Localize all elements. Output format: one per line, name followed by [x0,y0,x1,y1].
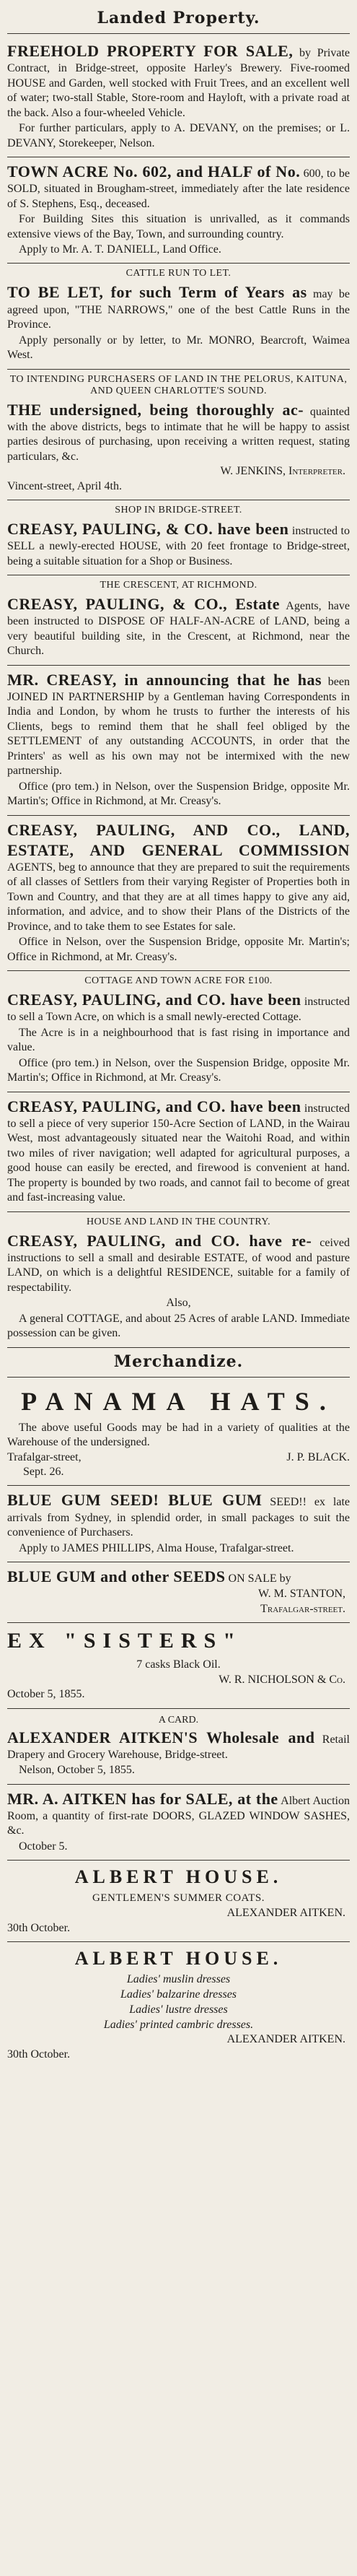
ad-heading: MR. CREASY, in announcing that he has [7,670,322,689]
ad-text: CREASY, PAULING, and CO. have been instructed to sell a piece of very superior 150-Acre Section of LAND, in the Wairau West, most advantageously situated near the Waitohi Road, and within two miles of river navigation; well adapted for agricultural purposes, a good house can easily be erected, and firewood is convenient at hand. The property is bounded by two roads, and cannot fail to become of great and fast-increasing value. [7,1097,351,1204]
ad-text: GENTLEMEN'S SUMMER COATS. [92,1892,265,1905]
ad-text: The above useful Goods may be had in a variety of qualities at the Warehouse of the undersigned. [7,1421,350,1449]
ad-heading: CREASY, PAULING, AND CO., LAND, ESTATE, AND GENERAL COMMISSION [7,820,350,859]
ad-text: Office (pro tem.) in Nelson, over the Suspension Bridge, opposite Mr. Martin's; Office in Richmond, at Mr. Creasy's. [7,1056,350,1084]
ad-text: BLUE GUM SEED! BLUE GUM SEED!! ex late arrivals from Sydney, in splendid order, in small packages to suit the convenience of Purchasers. [7,1491,351,1539]
ad-heading: PANAMA HATS. [21,1386,336,1416]
ad-title: THE CRESCENT, AT RICHMOND. [100,580,257,591]
ad-town-acre [7,157,350,264]
ad-house-land-country [7,1212,350,1348]
ad-text: Apply to Mr. A. T. DANIELL, Land Office. [19,243,221,256]
ad-text: TOWN ACRE No. 602, and HALF of No. 600, to be SOLD, situated in Brougham-street, immediately after the late residence of S. Stephens, Esq., deceased. [7,162,351,210]
ad-signature: W. M. STANTON, [258,1588,345,1601]
ad-heading: CREASY, PAULING, and CO. have been [7,991,301,1009]
ad-text: ALEXANDER AITKEN'S Wholesale and Retail Drapery and Grocery Warehouse, Bridge-street. [7,1728,350,1761]
ad-text: CREASY, PAULING, AND CO., LAND, ESTATE, AND GENERAL COMMISSION AGENTS, beg to announce that they are prepared to suit the requirements of all classes of Settlers from their varying Register of Properties both in Town and Country, and that they are at all times happy to give any aid, information, and advice, and to show their Plans of the Districts of the Province, and to take them to see Estates for sale. [7,820,350,933]
ad-text: CREASY, PAULING, & CO., Estate Agents, have been instructed to DISPOSE OF HALF-AN-ACRE of LAND, being a very beautiful building site, in the Crescent, at Richmond, near the Church. [7,595,350,658]
ad-text: MR. CREASY, in announcing that he has been JOINED IN PARTNERSHIP by a Gentleman having Correspondents in India and London, by whom he trusts to further the interests of his Clients, begs to remind them that he shall feel obliged by the SETTLEMENT of any outstanding ACCOUNTS, in order that the Printers' as well as his own may not be intermixed with the new partnership. [7,670,350,778]
ad-text: TO BE LET, for such Term of Years as may be agreed upon, "THE NARROWS," one of the best Cattle Runs in the Province. [7,283,350,331]
ad-albert-house-coats [7,1861,350,1942]
list-item: Ladies' muslin dresses [126,1973,231,1986]
ad-text: CREASY, PAULING, & CO. have been instructed to SELL a newly-erected HOUSE, with 20 feet frontage to Bridge-street, being a suitable situation for a Shop or Business. [7,520,350,567]
ad-cottage-town-acre [7,971,350,1092]
ad-albert-house-dresses [7,1942,350,2068]
ad-text: Nelson, October 5, 1855. [19,1764,135,1777]
ad-heading: FREEHOLD PROPERTY FOR SALE, [7,42,294,60]
ad-heading: TO BE LET, for such Term of Years as [7,283,307,302]
ad-heading: EX "SISTERS" [7,1629,242,1653]
ad-address: Trafalgar-street, [7,1450,81,1463]
ad-text: FREEHOLD PROPERTY FOR SALE, by Private Contract, in Bridge-street, opposite Harley's Brewery. Five-roomed HOUSE and Garden, well stocked with Fruit Trees, and an excellent well of water; two-stall Stable, Store-room and Hayloft, with a private road at the back. Also a four-wheeled Vehicle. [7,42,351,119]
ad-address: Trafalgar-street. [260,1602,345,1615]
ad-aitken-doors [7,1785,350,1861]
ad-text: For Building Sites this situation is unrivalled, as it commands extensive views of the Bay, Town, and surrounding country. [7,213,350,240]
ad-text: The Acre is in a neighbourhood that is fast rising in importance and value. [7,1026,350,1054]
ad-date: Vincent-street, April 4th. [7,479,122,492]
ad-heading: ALBERT HOUSE. [74,1866,283,1888]
ad-heading: CREASY, PAULING, and CO. have been [7,1097,301,1115]
ad-signature: ALEXANDER AITKEN. [226,2033,345,2046]
ad-text: October 5. [19,1840,68,1853]
ad-a-card [7,1709,350,1785]
ad-date: Sept. 26. [23,1466,64,1478]
ad-wairau-section [7,1092,350,1212]
ad-text: THE undersigned, being thoroughly ac- quainted with the above districts, begs to intimate that he will be happy to assist parties desirous of purchasing, upon receiving a written request, stating particulars, &c. [7,400,350,463]
list-item: Ladies' balzarine dresses [120,1988,237,2001]
ad-heading: BLUE GUM and other SEEDS [7,1567,226,1586]
ad-date: October 5, 1855. [7,1688,85,1701]
ad-text: For further particulars, apply to A. DEVANY, on the premises; or L. DEVANY, Storekeeper, Nelson. [7,122,350,149]
ad-text: 7 casks Black Oil. [136,1658,221,1671]
ad-text: Apply to JAMES PHILLIPS, Alma House, Trafalgar-street. [19,1541,294,1554]
ad-shop-bridge-street [7,500,350,575]
ad-title: A CARD. [158,1714,199,1726]
ad-intending-purchasers [7,370,350,501]
ad-signature: J. P. BLACK. [286,1450,350,1463]
list-item: Ladies' lustre dresses [129,2003,228,2016]
ad-heading: MR. A. AITKEN has for SALE, at the [7,1789,278,1808]
ad-text: MR. A. AITKEN has for SALE, at the Albert Auction Room, a quantity of first-rate DOORS, GLAZED WINDOW SASHES, &c. [7,1789,350,1837]
ad-heading: CREASY, PAULING, & CO. have been [7,520,289,538]
ad-cattle-run [7,264,350,369]
ad-title: SHOP IN BRIDGE-STREET. [115,505,242,515]
ad-text: CREASY, PAULING, and CO. have been instructed to sell a Town Acre, on which is a small newly-erected Cottage. [7,991,351,1024]
ad-panama-hats [7,1380,350,1487]
ad-blue-gum-seed [7,1486,350,1562]
section-heading-merchandize: Merchandize. [7,1348,350,1378]
ad-heading: CREASY, PAULING, and CO. have re- [7,1231,312,1250]
ad-date: 30th October. [7,1921,71,1934]
ad-title: TO INTENDING PURCHASERS OF LAND IN THE PELORUS, KAITUNA, AND QUEEN CHARLOTTE'S SOUND. [9,373,348,396]
ad-signature-line [7,1450,350,1465]
ad-text: BLUE GUM and other SEEDS ON SALE by [7,1567,291,1586]
list-item: Ladies' printed cambric dresses. [103,2018,254,2031]
ad-blue-gum-stanton [7,1562,350,1623]
ad-crescent-richmond [7,575,350,666]
ad-heading: ALEXANDER AITKEN'S Wholesale and [7,1728,315,1746]
ad-title: CATTLE RUN TO LET. [125,268,232,279]
ad-signature: W. R. NICHOLSON & Co. [219,1673,345,1686]
ad-signature: ALEXANDER AITKEN. [226,1907,345,1920]
ad-text: CREASY, PAULING, and CO. have re- ceived instructions to sell a small and desirable ESTATE, of wood and pasture LAND, on which is a delightful RESIDENCE, suitable for a family of respectability. [7,1231,351,1294]
ad-text: A general COTTAGE, and about 25 Acres of arable LAND. Immediate possession can be given. [7,1312,350,1340]
ad-title: HOUSE AND LAND IN THE COUNTRY. [87,1216,270,1227]
ad-freehold-property [7,37,350,157]
ad-ex-sisters [7,1623,350,1708]
ad-heading: THE undersigned, being thoroughly ac- [7,400,304,419]
ad-date: 30th October. [7,2048,71,2061]
ad-heading: BLUE GUM SEED! BLUE GUM [7,1491,263,1510]
ad-signature: W. JENKINS, Interpreter. [220,465,345,478]
ad-mr-creasy-partnership [7,666,350,816]
ad-text: Office (pro tem.) in Nelson, over the Suspension Bridge, opposite Mr. Martin's; Office in Richmond, at Mr. Creasy's. [7,780,350,808]
ad-text: Apply personally or by letter, to Mr. MONRO, Bearcroft, Waimea West. [7,334,350,362]
ad-heading: TOWN ACRE No. 602, and HALF of No. [7,162,301,180]
ad-text: Office in Nelson, over the Suspension Bridge, opposite Mr. Martin's; Office in Richmond, at Mr. Creasy's. [7,936,350,963]
ad-heading: CREASY, PAULING, & CO., Estate [7,595,280,614]
ad-commission-agents [7,816,350,972]
ad-heading: ALBERT HOUSE. [74,1948,283,1970]
ad-title: COTTAGE AND TOWN ACRE FOR £100. [84,975,273,987]
ad-text: Also, [166,1297,191,1310]
section-heading-landed-property: Landed Property. [7,4,350,34]
